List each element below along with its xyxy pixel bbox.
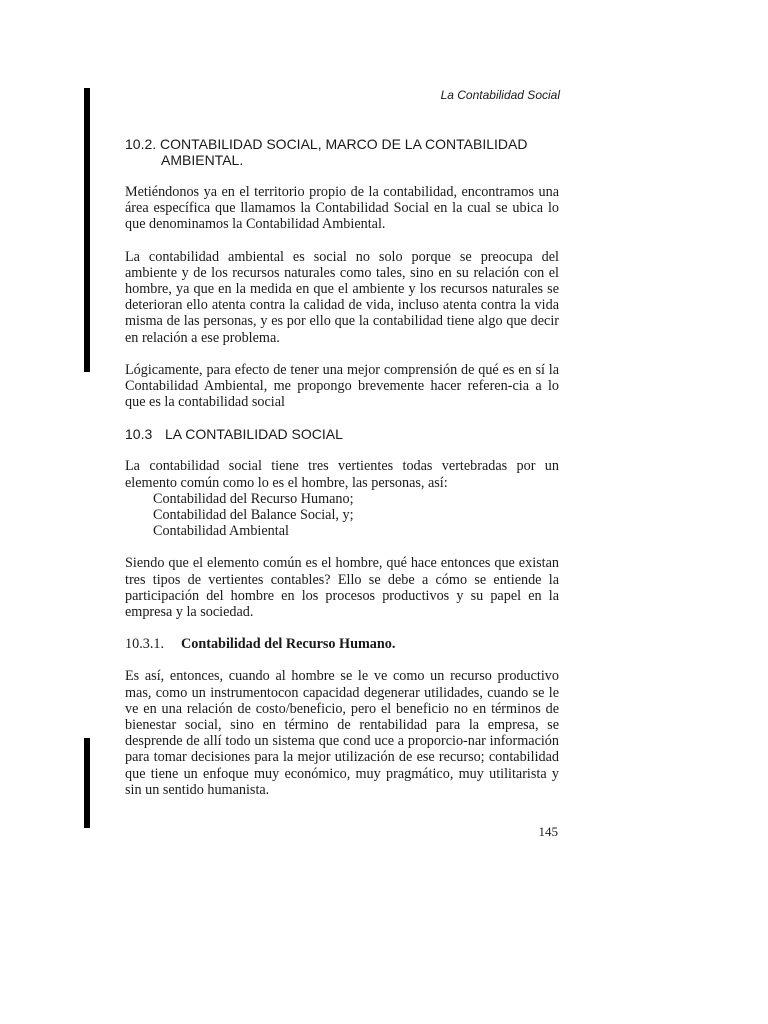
page-number: 145 — [538, 824, 558, 839]
section-number: 10.3 — [125, 426, 153, 443]
paragraph: Siendo que el elemento común es el hombre, qué hace entonces que existan tres tipos de vertientes contables? Ello se debe a cómo se entiende la participación del hombre en los procesos productivos y su papel en la empresa y la sociedad. — [125, 555, 559, 621]
paragraph: Lógicamente, para efecto de tener una mejor comprensión de qué es en sí la Contabilidad Ambiental, me propongo brevemente hacer referen-cia a lo que es la contabilidad social — [125, 361, 559, 411]
section-heading-10-3 — [125, 426, 559, 442]
paragraph: Es así, entonces, cuando al hombre se le ve como un recurso productivo mas, como un instrumentocon capacidad degenerar utilidades, cuando se le ve en una relación de costo/beneficio, pero el beneficio no en términos de bienestar social, sino en término de rentabilidad para la empresa, se desprende de allí todo un sistema que cond uce a proporcio-nar información para tomar decisiones para la mejor utilización de ese recurso; contabilidad que tiene un enfoque muy económico, muy pragmático, muy utilitarista y sin un sentido humanista. — [125, 668, 559, 798]
subsection-heading-10-3-1 — [125, 636, 559, 652]
margin-bar-top — [84, 88, 90, 372]
running-header: La Contabilidad Social — [440, 88, 560, 102]
subsection-title: Contabilidad del Recurso Humano. — [181, 636, 396, 653]
paragraph: Metiéndonos ya en el territorio propio de la contabilidad, encontramos una área específica que llamamos la Contabilidad Social en la cual se ubica lo que denominamos la Contabilidad Ambiental. — [125, 184, 559, 233]
list-intro: La contabilidad social tiene tres vertientes todas vertebradas por un elemento común como lo es el hombre, las personas, así: — [125, 458, 559, 491]
section-heading-line2: AMBIENTAL. — [161, 152, 244, 168]
section-title: LA CONTABILIDAD SOCIAL — [165, 426, 343, 443]
page-body — [125, 136, 559, 814]
list-item: Contabilidad Ambiental — [153, 523, 289, 540]
list-item: Contabilidad del Balance Social, y; — [153, 507, 354, 524]
paragraph: La contabilidad ambiental es social no solo porque se preocupa del ambiente y de los recursos naturales como tales, sino en su relación con el hombre, ya que en la medida en que el ambiente y los recursos naturales se deterioran ello atenta contra la calidad de vida, incluso atenta contra la vida misma de las personas, y es por ello que la contabilidad tiene algo que decir en relación a ese problema. — [125, 248, 559, 346]
section-heading-10-2 — [125, 136, 559, 168]
section-heading-line1: 10.2. CONTABILIDAD SOCIAL, MARCO DE LA CONTABILIDAD — [125, 136, 528, 152]
margin-bar-bottom — [84, 738, 90, 828]
subsection-number: 10.3.1. — [125, 636, 165, 653]
list-item: Contabilidad del Recurso Humano; — [153, 490, 354, 507]
vertientes-list — [125, 491, 559, 540]
